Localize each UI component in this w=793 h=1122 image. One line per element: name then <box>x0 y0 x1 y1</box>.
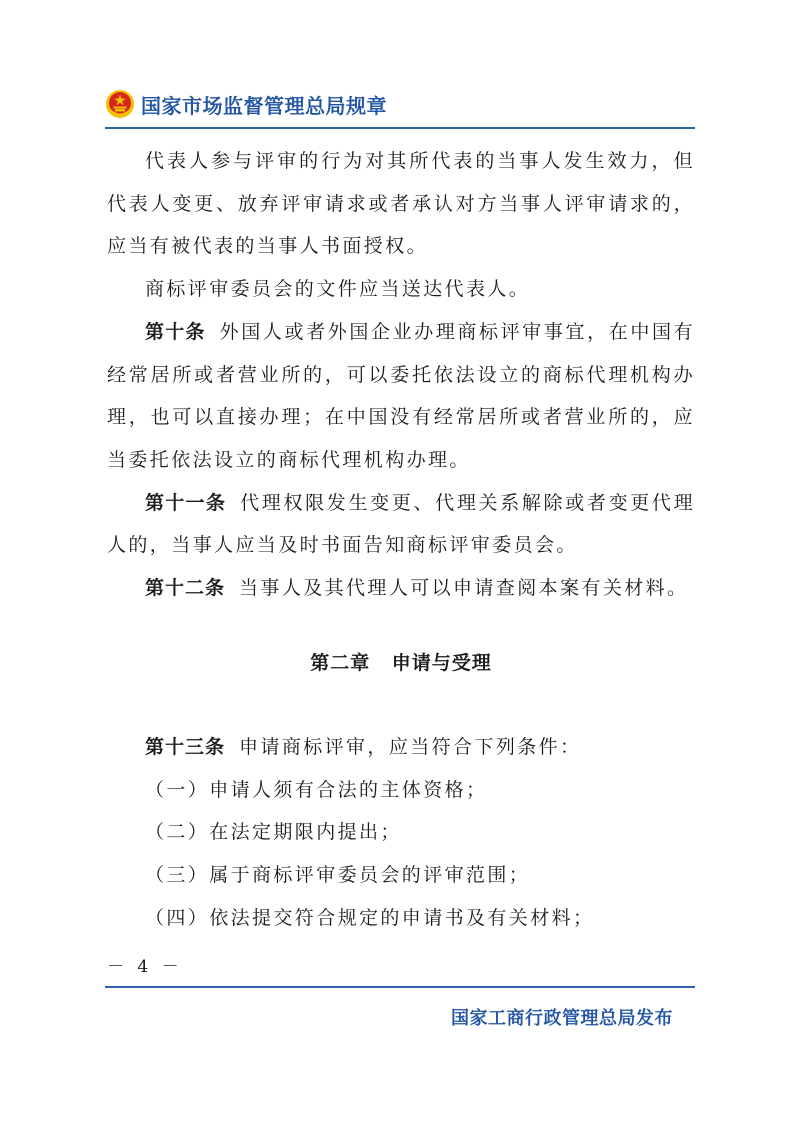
national-emblem-icon <box>105 89 135 119</box>
paragraph <box>107 482 695 567</box>
article-number: 第十三条 <box>145 736 226 758</box>
document-header <box>105 84 387 124</box>
list-item-text: （二）在法定期限内提出； <box>145 821 402 844</box>
header-title: 国家市场监督管理总局规章 <box>141 93 387 118</box>
list-item-text: （四）依法提交符合规定的申请书及有关材料； <box>145 906 595 929</box>
paragraph-text: 代表人参与评审的行为对其所代表的当事人发生效力，但代表人变更、放弃评审请求或者承认对方当事人评审请求的，应当有被代表的当事人书面授权。 <box>107 150 695 258</box>
article-number: 第十一条 <box>145 491 227 514</box>
list-item <box>107 854 695 897</box>
chapter-heading: 第二章 申请与受理 <box>310 652 492 674</box>
article-number: 第十条 <box>145 320 206 343</box>
paragraph-text: 外国人或者外国企业办理商标评审事宜，在中国有经常居所或者营业所的，可以委托依法设立的商标代理机构办理，也可以直接办理；在中国没有经常居所或者营业所的，应当委托依法设立的商标代理机构办理。 <box>107 320 695 471</box>
body-text-section-1 <box>107 140 695 610</box>
paragraph-text: 代理权限发生变更、代理关系解除或者变更代理人的，当事人应当及时书面告知商标评审委员会。 <box>107 491 695 557</box>
body-text-section-2 <box>107 726 695 940</box>
list-item <box>107 897 695 940</box>
footer-publisher: 国家工商行政管理总局发布 <box>451 1008 673 1029</box>
paragraph <box>107 567 695 610</box>
list-item <box>107 769 695 812</box>
paragraph <box>107 268 695 311</box>
page-number: － 4 － <box>107 957 183 977</box>
paragraph-text: 当事人及其代理人可以申请查阅本案有关材料。 <box>239 577 689 600</box>
list-item-text: （三）属于商标评审委员会的评审范围； <box>145 864 531 887</box>
paragraph-text: 商标评审委员会的文件应当送达代表人。 <box>145 278 531 301</box>
paragraph-text: 申请商标评审，应当符合下列条件： <box>239 736 582 758</box>
list-item-text: （一）申请人须有合法的主体资格； <box>145 778 488 801</box>
list-item <box>107 811 695 854</box>
article-number: 第十二条 <box>145 577 226 600</box>
paragraph <box>107 726 695 769</box>
footer-divider <box>105 986 695 988</box>
paragraph <box>107 311 695 482</box>
paragraph <box>107 140 695 268</box>
header-divider <box>105 127 695 129</box>
